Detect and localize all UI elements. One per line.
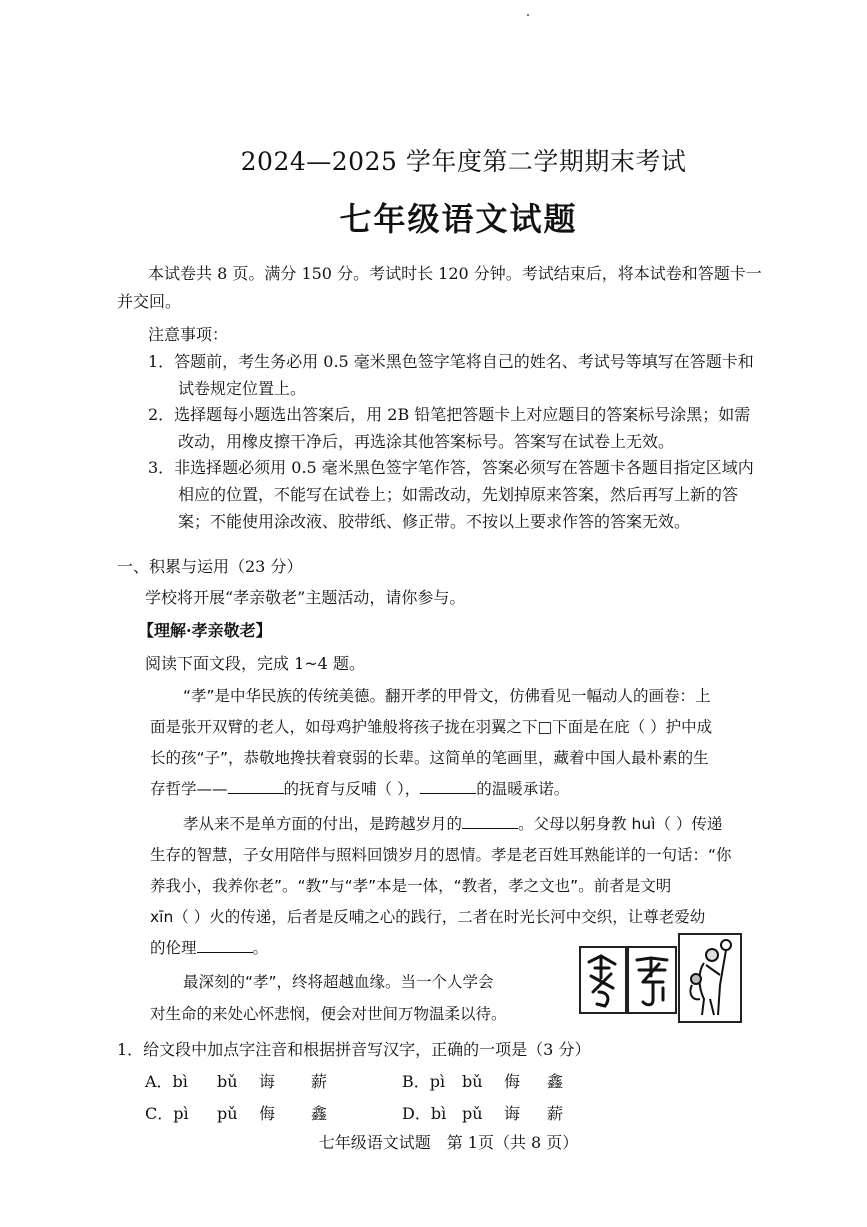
passage-p1-line-1: “孝”是中华民族的传统美德。翻开孝的甲骨文，仿佛看见一幅动人的画卷：上: [183, 687, 711, 705]
option-a-4: 薪: [311, 1072, 328, 1091]
passage-p1-line-4-b: 的抚育与反哺（ ），: [283, 780, 421, 798]
option-c-4: 鑫: [311, 1104, 328, 1123]
activity-intro: 学校将开展“孝亲敬老”主题活动，请你参与。: [145, 588, 466, 607]
sub-heading: 【理解·孝亲敬老】: [138, 621, 272, 640]
passage-p2-line-1: [183, 812, 722, 834]
option-d-3: 诲: [504, 1104, 521, 1123]
seal-xiao-bronze-icon: [627, 946, 677, 1014]
passage-p2-line-1-a: 孝从来不是单方面的付出，是跨越岁月的: [183, 815, 463, 833]
section-1-heading: 一、积累与运用（23 分）: [117, 557, 303, 576]
passage-p3-line-1: 最深刻的“孝”，终将超越血缘。当一个人学会: [183, 973, 494, 991]
option-c-2: pǔ: [217, 1104, 238, 1123]
page-footer: 七年级语文试题 第 1页（共 8 页）: [318, 1133, 579, 1152]
note-2-line-1: 2．选择题每小题选出答案后，用 2B 铅笔把答题卡上对应题目的答案标号涂黑；如需: [148, 405, 751, 424]
note-3-line-2: 相应的位置，不能写在试卷上；如需改动，先划掉原来答案，然后再写上新的答: [178, 485, 739, 504]
fill-blank: [462, 813, 518, 830]
intro-line-1: 本试卷共 8 页。满分 150 分。考试时长 120 分钟。考试结束后，将本试卷和答题卡一: [148, 264, 762, 283]
elder-carrying-child-icon: [678, 933, 742, 1023]
passage-p1-line-3: 长的孩“子”，恭敬地搀扶着衰弱的长辈。这简单的笔画里，藏着中国人最朴素的生: [150, 749, 709, 767]
option-b: [402, 1069, 563, 1092]
option-d-4: 薪: [547, 1104, 564, 1123]
option-b-3: 侮: [504, 1072, 521, 1091]
option-d-2: pǔ: [462, 1104, 483, 1123]
passage-p2-line-5: [150, 936, 268, 958]
notes-heading: 注意事项：: [148, 325, 229, 344]
note-1-line-1: 1．答题前，考生务必用 0.5 毫米黑色签字笔将自己的姓名、考试号等填写在答题卡和: [148, 352, 754, 371]
exam-title: 2024—2025 学年度第二学期期末考试: [240, 147, 687, 176]
passage-p2-line-4: xīn（ ）火的传递，后者是反哺之心的践行，二者在时光长河中交织，让尊老爱幼: [150, 908, 706, 926]
reading-instruction: 阅读下面文段，完成 1~4 题。: [145, 654, 365, 673]
option-c: [145, 1101, 327, 1124]
option-d-1: D．bì: [402, 1104, 447, 1123]
passage-p1-line-4-c: 的温暖承诺。: [476, 780, 570, 798]
note-1-line-2: 试卷规定位置上。: [178, 379, 307, 398]
option-d: [402, 1101, 563, 1124]
scan-speck: [527, 14, 529, 16]
fill-blank: [228, 778, 284, 795]
option-a-1: A．bì: [145, 1072, 188, 1091]
passage-p2-line-1-b: 。父母以躬身教 huì（ ）传递: [518, 815, 723, 833]
seal-xiao-oracle-icon: [579, 946, 627, 1014]
option-c-3: 侮: [259, 1104, 276, 1123]
note-3-line-3: 案；不能使用涂改液、胶带纸、修正带。不按以上要求作答的答案无效。: [178, 512, 691, 531]
option-b-4: 鑫: [547, 1072, 564, 1091]
passage-p2-line-2: 生存的智慧，子女用陪伴与照料回馈岁月的恩情。孝是老百姓耳熟能详的一句话：“你: [150, 846, 732, 864]
option-c-1: C．pì: [145, 1104, 189, 1123]
option-a-3: 诲: [259, 1072, 276, 1091]
passage-p1-line-4: [150, 777, 569, 799]
note-2-line-2: 改动，用橡皮擦干净后，再选涂其他答案标号。答案写在试卷上无效。: [178, 432, 675, 451]
passage-p1-line-4-a: 存哲学——: [150, 780, 228, 798]
fill-blank: [197, 937, 253, 954]
option-b-1: B．pì: [402, 1072, 446, 1091]
passage-p2-line-5-a: 的伦理: [150, 939, 197, 957]
subject-title: 七年级语文试题: [339, 200, 578, 238]
intro-line-2: 并交回。: [117, 292, 182, 311]
option-a-2: bǔ: [217, 1072, 238, 1091]
option-a: [145, 1069, 327, 1092]
passage-p1-line-2: 面是张开双臂的老人，如母鸡护雏般将孩子拢在羽翼之下□下面是在庇（ ）护中成: [150, 718, 713, 736]
question-1-stem: 1．给文段中加点字注音和根据拼音写汉字，正确的一项是（3 分）: [117, 1040, 591, 1059]
passage-p2-line-3: 养我小，我养你老”。“教”与“孝”本是一体，“教者，孝之文也”。前者是文明: [150, 877, 672, 895]
fill-blank: [420, 778, 476, 795]
note-3-line-1: 3．非选择题必须用 0.5 毫米黑色签字笔作答，答案必须写在答题卡各题目指定区域内: [148, 458, 754, 477]
passage-p3-line-2: 对生命的来处心怀悲悯，便会对世间万物温柔以待。: [150, 1005, 507, 1023]
option-b-2: bǔ: [462, 1072, 483, 1091]
passage-p2-line-5-b: 。: [252, 939, 269, 957]
